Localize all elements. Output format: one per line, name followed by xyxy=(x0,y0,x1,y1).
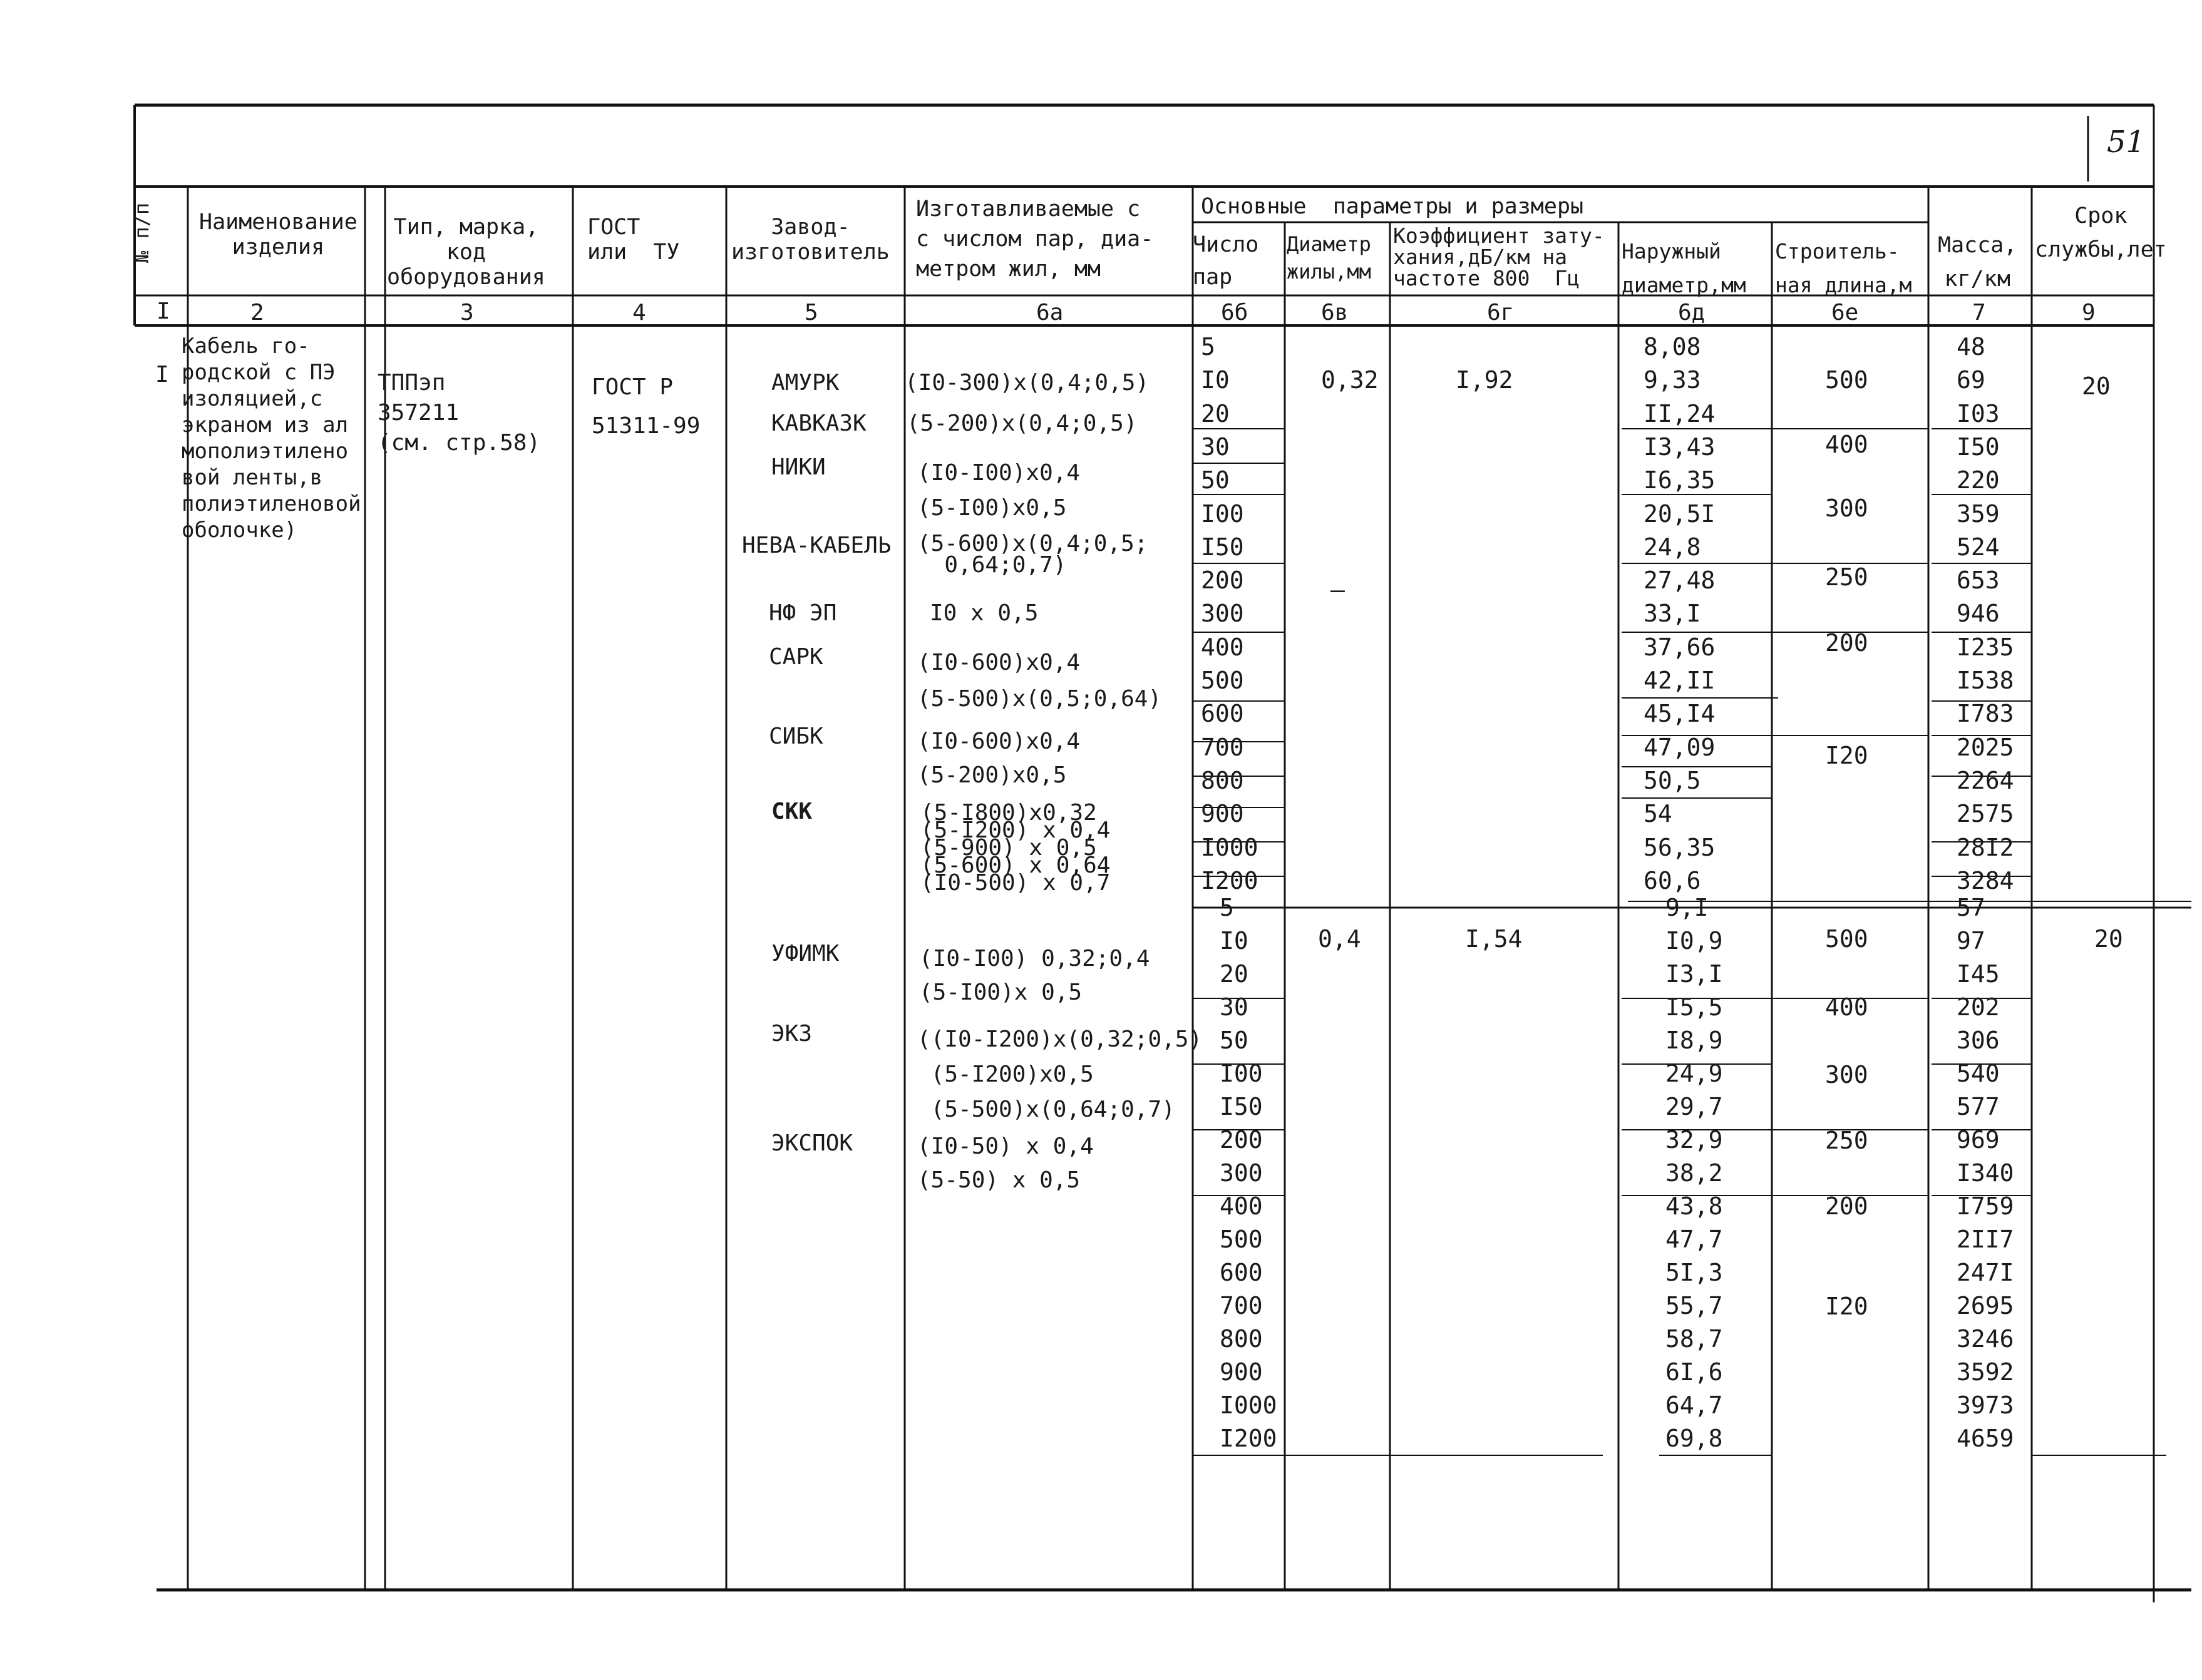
mass-value: 3973 xyxy=(1957,1391,2014,1419)
pairs-value: I00 xyxy=(1201,499,1244,528)
pairs-value: 800 xyxy=(1220,1325,1263,1353)
dash-mark: – xyxy=(1330,576,1345,603)
outer-diameter-value: 60,6 xyxy=(1644,866,1701,894)
length-value: I20 xyxy=(1825,742,1868,769)
outer-diameter-value: 37,66 xyxy=(1644,633,1716,661)
header-name: Наименование изделия xyxy=(199,210,358,260)
pairs-value: I000 xyxy=(1201,833,1258,861)
pairs-value: I000 xyxy=(1220,1391,1277,1419)
mass-value: 969 xyxy=(1957,1126,2000,1154)
pairs-value: 30 xyxy=(1201,433,1230,461)
length-value: 400 xyxy=(1825,431,1868,458)
mass-value: 3284 xyxy=(1957,866,2014,894)
outer-diameter-value: 6I,6 xyxy=(1665,1358,1723,1386)
pairs-value: 200 xyxy=(1220,1126,1263,1154)
maker-name: САРК xyxy=(769,644,823,670)
col-number: 6д xyxy=(1678,300,1706,325)
maker-name: АМУРК xyxy=(771,370,840,396)
outer-diameter-value: 20,5I xyxy=(1644,499,1716,528)
header-outer: Наружный диаметр,мм xyxy=(1622,239,1746,297)
mass-value: I783 xyxy=(1957,700,2014,728)
core-diameter: 0,4 xyxy=(1318,925,1361,953)
item-gost: ГОСТ Р 51311-99 xyxy=(592,374,701,439)
maker-name: НИКИ xyxy=(771,454,826,480)
header-diam: Диаметр жилы,мм xyxy=(1287,232,1371,284)
pairs-value: I00 xyxy=(1220,1060,1263,1087)
outer-diameter-value: 38,2 xyxy=(1665,1159,1723,1187)
outer-diameter-value: 24,8 xyxy=(1644,533,1701,561)
length-value: I20 xyxy=(1825,1293,1868,1320)
outer-diameter-value: 9,33 xyxy=(1644,366,1701,394)
pairs-value: 20 xyxy=(1220,960,1248,988)
header-mass: Масса, кг/км xyxy=(1938,233,2017,292)
mass-value: 524 xyxy=(1957,533,2000,561)
header-length: Строитель- ная длина,м xyxy=(1775,239,1912,297)
col-number: 6е xyxy=(1831,300,1859,325)
maker-name: КАВКАЗК xyxy=(771,411,867,436)
mass-value: I340 xyxy=(1957,1159,2014,1187)
maker-spec: (I0-I00) 0,32;0,4 (5-I00)x 0,5 xyxy=(919,946,1150,1005)
maker-spec: (I0-I00)x0,4 (5-I00)x0,5 xyxy=(917,460,1081,521)
outer-diameter-value: I3,I xyxy=(1665,960,1723,988)
mass-value: 97 xyxy=(1957,927,1985,955)
core-diameter: 0,32 xyxy=(1321,366,1379,394)
maker-spec: (5-600)x(0,4;0,5; 0,64;0,7) xyxy=(917,531,1148,578)
maker-spec: (I0-600)x0,4 (5-500)x(0,5;0,64) xyxy=(917,650,1162,712)
maker-spec: ((I0-I200)x(0,32;0,5) (5-I200)x0,5 (5-500)x(0,64;0,7) xyxy=(917,1027,1203,1122)
outer-diameter-value: 56,35 xyxy=(1644,833,1716,861)
maker-name: НФ ЭП xyxy=(769,600,837,626)
outer-diameter-value: 54 xyxy=(1644,800,1672,828)
mass-value: 359 xyxy=(1957,499,2000,528)
maker-name: НЕВА-КАБЕЛЬ xyxy=(742,533,892,558)
pairs-value: 400 xyxy=(1201,633,1244,661)
outer-diameter-value: 64,7 xyxy=(1665,1391,1723,1419)
mass-value: 946 xyxy=(1957,600,2000,628)
pairs-value: 700 xyxy=(1220,1292,1263,1319)
maker-spec: (I0-300)x(0,4;0,5) xyxy=(905,370,1150,396)
outer-diameter-value: 32,9 xyxy=(1665,1126,1723,1154)
maker-name: УФИМК xyxy=(771,941,840,966)
col-number: 7 xyxy=(1972,300,1986,325)
length-value: 200 xyxy=(1825,1192,1868,1220)
header-atten: Коэффициент зату- хания,дБ/км на частоте 800 Гц xyxy=(1393,223,1605,290)
header-gost: ГОСТ или ТУ xyxy=(587,215,680,265)
pairs-value: 500 xyxy=(1201,667,1244,694)
pairs-value: I0 xyxy=(1220,927,1248,955)
outer-diameter-value: 50,5 xyxy=(1644,766,1701,794)
outer-diameter-value: I0,9 xyxy=(1665,927,1723,955)
page-number: 51 xyxy=(2107,125,2146,160)
maker-spec: (I0-50) x 0,4 (5-50) x 0,5 xyxy=(917,1134,1094,1193)
outer-diameter-value: 45,I4 xyxy=(1644,700,1716,728)
length-value: 400 xyxy=(1825,993,1868,1021)
mass-value: 2695 xyxy=(1957,1292,2014,1319)
service-life: 20 xyxy=(2094,925,2123,953)
mass-value: 2025 xyxy=(1957,733,2014,761)
mass-value: 2264 xyxy=(1957,766,2014,794)
outer-diameter-value: I3,43 xyxy=(1644,433,1716,461)
col-number: 6а xyxy=(1036,300,1064,325)
item-type: ТППэп 357211 (см. стр.58) xyxy=(378,370,541,456)
maker-spec: (5-200)x(0,4;0,5) xyxy=(907,411,1138,436)
col-number: I xyxy=(157,299,170,324)
outer-diameter-value: 69,8 xyxy=(1665,1425,1723,1452)
pairs-value: 50 xyxy=(1201,466,1230,494)
header-life: Срок службы,лет xyxy=(2035,203,2167,262)
mass-value: 247I xyxy=(1957,1259,2014,1286)
maker-spec: (5-I800)x0,32 (5-I200) x 0,4 (5-900) x 0,5 (5-600) x 0,64 (I0-500) x 0,7 xyxy=(920,800,1111,896)
length-value: 200 xyxy=(1825,629,1868,657)
pairs-value: 500 xyxy=(1220,1226,1263,1253)
outer-diameter-value: 58,7 xyxy=(1665,1325,1723,1353)
pairs-value: 30 xyxy=(1220,993,1248,1021)
length-value: 300 xyxy=(1825,494,1868,522)
pairs-value: 600 xyxy=(1220,1259,1263,1286)
item-number: I xyxy=(155,362,169,387)
outer-diameter-value: I8,9 xyxy=(1665,1027,1723,1054)
col-number: 5 xyxy=(805,300,818,325)
outer-diameter-value: 29,7 xyxy=(1665,1093,1723,1120)
pairs-value: I200 xyxy=(1201,866,1258,894)
pairs-value: 900 xyxy=(1201,800,1244,828)
item-name: Кабель го- родской с ПЭ изоляцией,с экраном из ал мополиэтилено вой ленты,в полиэтиленовой оболочке) xyxy=(182,334,361,543)
maker-name: СИБК xyxy=(769,724,823,749)
col-number: 6г xyxy=(1487,300,1515,325)
outer-diameter-value: II,24 xyxy=(1644,399,1716,428)
pairs-value: 600 xyxy=(1201,700,1244,728)
mass-value: 2II7 xyxy=(1957,1226,2014,1253)
header-num: № п/п xyxy=(130,202,153,263)
outer-diameter-value: 9,I xyxy=(1665,894,1709,921)
mass-value: I50 xyxy=(1957,433,2000,461)
mass-value: 306 xyxy=(1957,1027,2000,1054)
length-value: 500 xyxy=(1825,366,1868,394)
pairs-value: I50 xyxy=(1220,1093,1263,1120)
col-number: 6в xyxy=(1321,300,1349,325)
outer-diameter-value: 27,48 xyxy=(1644,566,1716,595)
col-number: 6б xyxy=(1221,300,1248,325)
mass-value: 202 xyxy=(1957,993,2000,1021)
mass-value: 220 xyxy=(1957,466,2000,494)
outer-diameter-value: 47,7 xyxy=(1665,1226,1723,1253)
mass-value: I538 xyxy=(1957,667,2014,694)
pairs-value: 50 xyxy=(1220,1027,1248,1054)
mass-value: 653 xyxy=(1957,566,2000,595)
col-number: 3 xyxy=(460,300,474,325)
col-number: 2 xyxy=(250,300,264,325)
maker-name: ЭКЗ xyxy=(771,1021,813,1047)
outer-diameter-value: 8,08 xyxy=(1644,333,1701,361)
mass-value: 57 xyxy=(1957,894,1985,921)
attenuation: I,54 xyxy=(1465,925,1523,953)
pairs-value: 900 xyxy=(1220,1358,1263,1386)
pairs-value: I0 xyxy=(1201,366,1230,394)
outer-diameter-value: I6,35 xyxy=(1644,466,1716,494)
outer-diameter-value: 24,9 xyxy=(1665,1060,1723,1087)
header-produced: Изготавливаемые с с числом пар, диа- метром жил, мм xyxy=(916,197,1154,282)
col-number: 9 xyxy=(2082,300,2096,325)
pairs-value: 300 xyxy=(1220,1159,1263,1187)
length-value: 300 xyxy=(1825,1061,1868,1088)
header-group: Основные параметры и размеры xyxy=(1201,194,1584,219)
pairs-value: I50 xyxy=(1201,533,1244,561)
maker-name: ЭКСПОК xyxy=(771,1130,853,1156)
outer-diameter-value: I5,5 xyxy=(1665,993,1723,1021)
maker-spec: I0 x 0,5 xyxy=(930,600,1039,626)
mass-value: 48 xyxy=(1957,333,1985,361)
pairs-value: 5 xyxy=(1220,894,1234,921)
mass-value: I235 xyxy=(1957,633,2014,661)
header-pairs: Число пар xyxy=(1193,232,1259,290)
pairs-value: 20 xyxy=(1201,399,1230,428)
service-life: 20 xyxy=(2082,372,2111,400)
outer-diameter-value: 33,I xyxy=(1644,600,1701,628)
outer-diameter-value: 42,II xyxy=(1644,667,1716,694)
length-value: 250 xyxy=(1825,563,1868,591)
mass-value: 3592 xyxy=(1957,1358,2014,1386)
mass-value: 577 xyxy=(1957,1093,2000,1120)
outer-diameter-value: 43,8 xyxy=(1665,1192,1723,1220)
pairs-value: 200 xyxy=(1201,566,1244,595)
pairs-value: 400 xyxy=(1220,1192,1263,1220)
pairs-value: 300 xyxy=(1201,600,1244,628)
outer-diameter-value: 5I,3 xyxy=(1665,1259,1723,1286)
header-maker: Завод- изготовитель xyxy=(731,215,890,265)
length-value: 250 xyxy=(1825,1127,1868,1154)
attenuation: I,92 xyxy=(1456,366,1513,394)
maker-name: СКК xyxy=(771,799,813,824)
pairs-value: 700 xyxy=(1201,733,1244,761)
header-type: Тип, марка, код оборудования xyxy=(387,215,545,290)
pairs-value: I200 xyxy=(1220,1425,1277,1452)
col-number: 4 xyxy=(632,300,646,325)
mass-value: 69 xyxy=(1957,366,1985,394)
maker-spec: (I0-600)x0,4 (5-200)x0,5 xyxy=(917,729,1081,788)
mass-value: I45 xyxy=(1957,960,2000,988)
pairs-value: 5 xyxy=(1201,333,1215,361)
mass-value: 3246 xyxy=(1957,1325,2014,1353)
mass-value: I759 xyxy=(1957,1192,2014,1220)
mass-value: 540 xyxy=(1957,1060,2000,1087)
mass-value: 4659 xyxy=(1957,1425,2014,1452)
outer-diameter-value: 47,09 xyxy=(1644,733,1716,761)
pairs-value: 800 xyxy=(1201,766,1244,794)
length-value: 500 xyxy=(1825,925,1868,953)
mass-value: 2575 xyxy=(1957,800,2014,828)
mass-value: I03 xyxy=(1957,399,2000,428)
mass-value: 28I2 xyxy=(1957,833,2014,861)
outer-diameter-value: 55,7 xyxy=(1665,1292,1723,1319)
